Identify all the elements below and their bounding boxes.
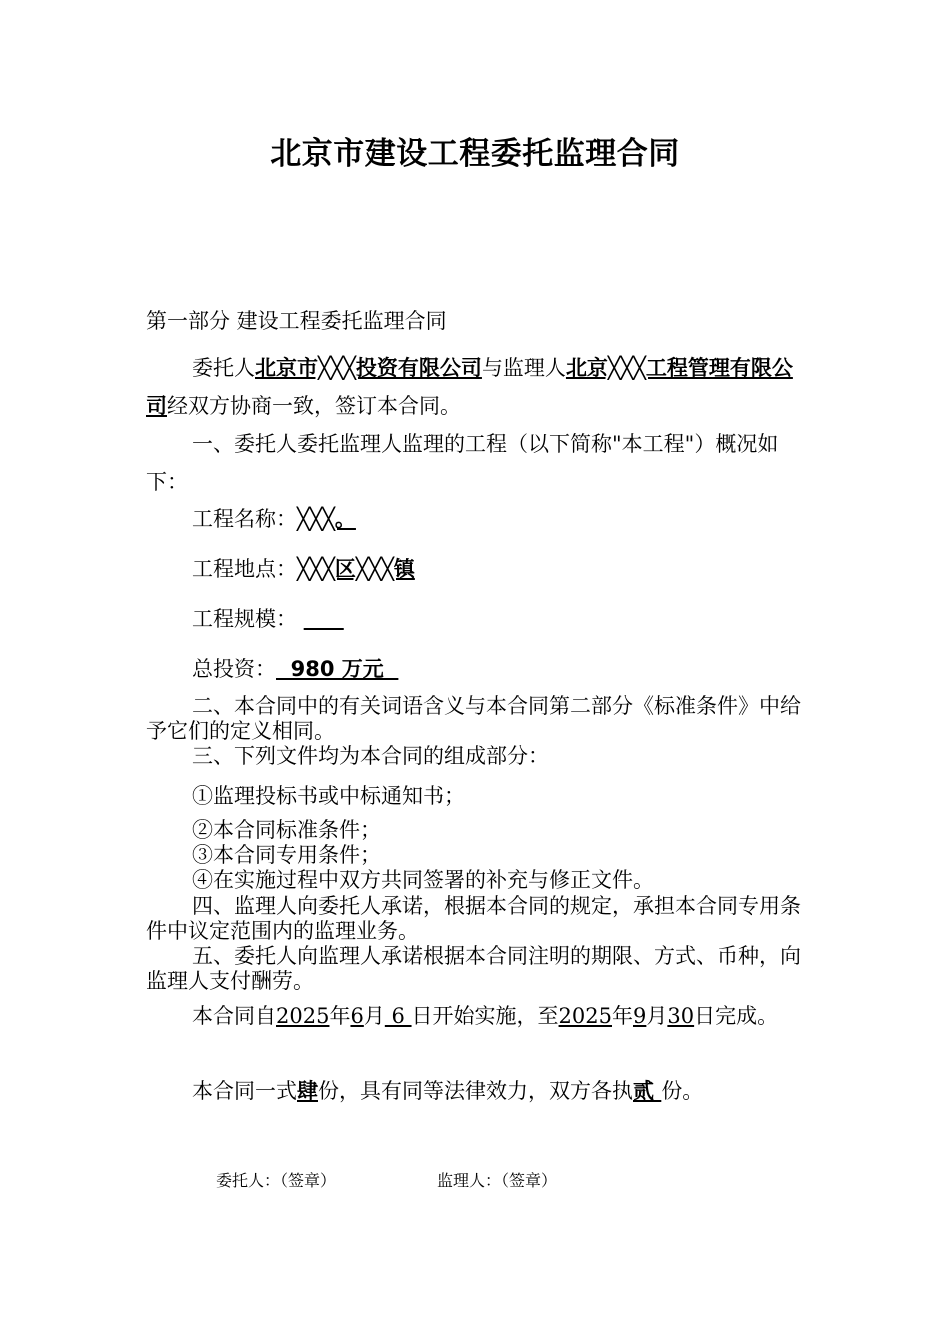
- project-scale-label: 工程规模：: [192, 607, 297, 631]
- doc-item-1: ①监理投标书或中标通知书；: [192, 784, 465, 808]
- end-year: 2025: [558, 1004, 612, 1028]
- end-month: 9: [633, 1004, 647, 1028]
- period-text-2: 日开始实施，至: [411, 1004, 559, 1028]
- investment-line: [192, 653, 398, 683]
- copies-text-1: 本合同一式: [192, 1079, 297, 1103]
- clause-4: 四、监理人向委托人承诺，根据本合同的规定，承担本合同专用条件中议定范围内的监理业务。: [146, 894, 801, 943]
- month-label: 月: [363, 1004, 385, 1028]
- project-location-label: 工程地点：: [192, 557, 297, 581]
- intro-paragraph: [146, 349, 806, 425]
- supervisor-name: 北京╳╳╳工程管理有限公司: [146, 356, 793, 418]
- copies-text-2: 份，具有同等法律效力，双方各执: [318, 1079, 633, 1103]
- project-scale-value: [304, 607, 344, 631]
- copies-total: 肆: [297, 1079, 318, 1103]
- clause-5: 五、委托人向监理人承诺根据本合同注明的期限、方式、币种，向监理人支付酬劳。: [146, 944, 801, 993]
- project-location-value: ╳╳╳区╳╳╳镇: [297, 557, 415, 581]
- clause-3: 三、下列文件均为本合同的组成部分：: [192, 744, 549, 768]
- project-name-label: 工程名称：: [192, 507, 297, 531]
- document-title: 北京市建设工程委托监理合同: [270, 136, 680, 172]
- period-text-3: 日完成。: [694, 1004, 779, 1028]
- clause-1: 一、委托人委托监理人监理的工程（以下简称"本工程"）概况如下：: [146, 432, 779, 494]
- project-location-line: [192, 553, 415, 583]
- project-name-value: ╳╳╳。: [297, 507, 356, 531]
- intro-text-3: 经双方协商一致，签订本合同。: [167, 394, 461, 418]
- intro-text-2: 与监理人: [481, 356, 566, 380]
- investment-label: 总投资：: [192, 657, 276, 681]
- start-day: 6: [384, 1004, 412, 1028]
- intro-text-1: 委托人: [192, 356, 255, 380]
- doc-item-3: ③本合同专用条件；: [192, 843, 381, 867]
- copies-each: 贰: [633, 1079, 662, 1103]
- investment-value: 980 万元: [276, 657, 399, 681]
- copies-text-3: 份。: [661, 1079, 704, 1103]
- supervisor-signature: 监理人：（签章）: [437, 1171, 558, 1190]
- end-day: 30: [667, 1004, 695, 1028]
- year-label: 年: [329, 1004, 351, 1028]
- project-name-line: [192, 503, 356, 533]
- year-label-2: 年: [612, 1004, 633, 1028]
- start-year: 2025: [276, 1004, 330, 1028]
- client-name: 北京市╳╳╳投资有限公司: [255, 356, 482, 380]
- clause-2: 二、本合同中的有关词语含义与本合同第二部分《标准条件》中给予它们的定义相同。: [146, 694, 801, 743]
- project-scale-line: [192, 603, 344, 633]
- period-text-1: 本合同自: [192, 1004, 276, 1028]
- doc-item-2: ②本合同标准条件；: [192, 818, 381, 842]
- client-signature: 委托人：（签章）: [216, 1171, 337, 1190]
- month-label-2: 月: [646, 1004, 668, 1028]
- doc-item-4: ④在实施过程中双方共同签署的补充与修正文件。: [192, 868, 654, 892]
- start-month: 6: [350, 1004, 364, 1028]
- part-heading: 第一部分 建设工程委托监理合同: [146, 309, 447, 333]
- period-paragraph: [146, 997, 806, 1035]
- copies-line: [192, 1075, 703, 1105]
